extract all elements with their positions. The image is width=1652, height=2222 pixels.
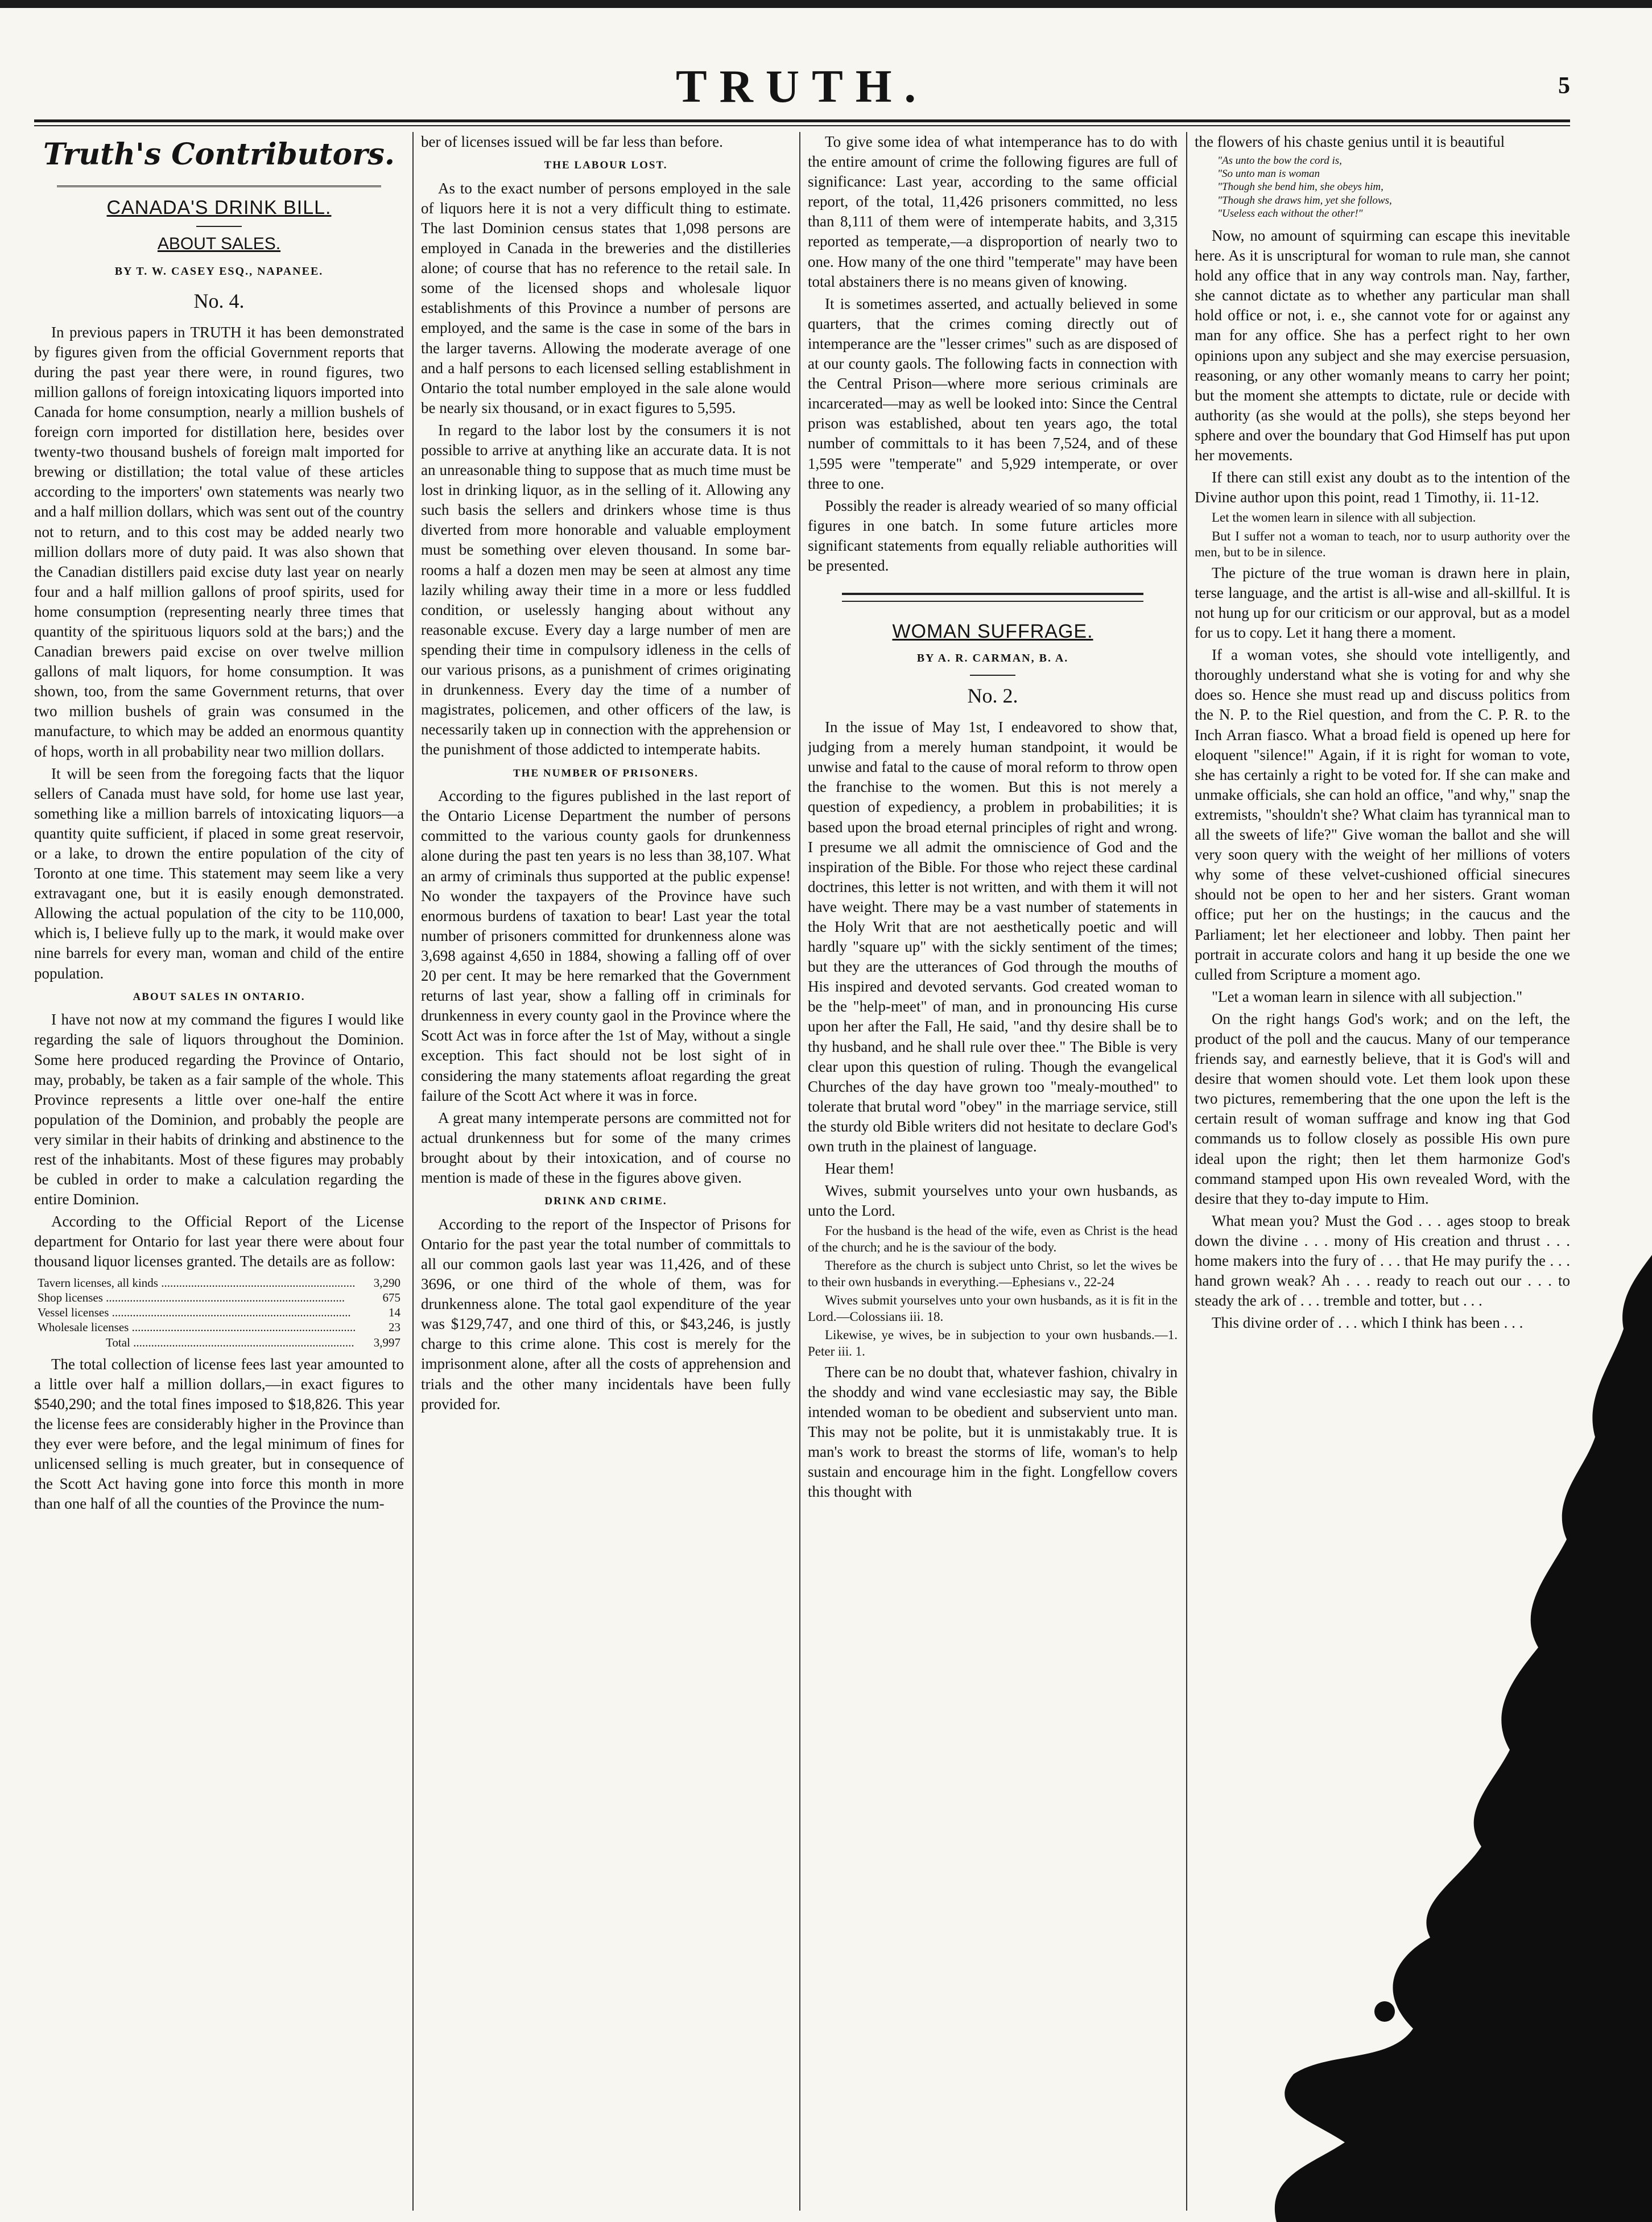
column-3 [808, 132, 1178, 2211]
paragraph: On the right hangs God's work; and on the left, the product of the poll and the caucus. Many of our temperance friends say, and earnestly believe, that it is God's will and desire that women should vote. Let them look upon these two pictures, remembering that the one upon the left is the certain result of woman suffrage and know ing that God commands us to follow closely as possible His own pure ideal upon the right; then let them harmonize God's command stamped upon His own revealed Word, with the desire that they to-day impute to Him. [1195, 1010, 1570, 1207]
paragraph: The picture of the true woman is drawn here in plain, terse language, and the artist is all-wise and all-skillful. It is not hung up for our criticism or our approval, but as a model for us to copy. Let it hang there a moment. [1195, 564, 1570, 642]
masthead-rule-thick [34, 119, 1570, 122]
section-heading: ABOUT SALES IN ONTARIO. [133, 990, 305, 1003]
paper-damage-stain [1242, 1255, 1652, 2222]
scripture-quote: Let the women learn in silence with all subjection. [1212, 510, 1476, 525]
short-rule [196, 226, 242, 227]
top-edge-band [0, 0, 1652, 8]
column-1 [34, 132, 404, 2211]
table-cell-value: 3,290 [373, 1275, 400, 1290]
column-rule [799, 132, 800, 2211]
paragraph: ber of licenses issued will be far less than before. [421, 133, 723, 150]
paragraph: It will be seen from the foregoing facts that the liquor sellers of Canada must have sold, for home use last year, something like a million barrels of intoxicating liquors—a quantity quite sufficient, if placed in some great reservoir, or a lake, to drown the entire population of the city of Toronto at one time. This statement may seem like a very extravagant one, but it is easily enough demonstrated. Allowing the actual population of the city to be 110,000, which is, I believe fully up to the mark, it would make over nine barrels for every man, woman and child of the entire population. [34, 765, 404, 982]
section-title: Truth's Contributors. [43, 137, 395, 172]
section-heading: THE NUMBER OF PRISONERS. [513, 767, 699, 779]
paragraph: Now, no amount of squirming can escape this inevitable here. As it is unscriptural for woman to rule man, she cannot hold any office that in any way controls man. Nay, farther, she cannot dictate as to whether any particular man shall hold office or not, i. e., she cannot vote for or against any man for any office. She has a perfect right to her own opinions upon any subject and she may exercise persuasion, reasoning, or any other womanly means to carry her point; but the moment she attempts to dictate, rule or decide with authority (as she would at the polls), she steps beyond her sphere and over the boundary that God Himself has put upon her movements. [1195, 226, 1570, 464]
ornamental-rule [57, 177, 381, 187]
paragraph: According to the Official Report of the License department for Ontario for last year there were about four thousand liquor licenses granted. The details are as follow: [34, 1213, 404, 1270]
article-subtitle: ABOUT SALES. [157, 234, 281, 253]
table-cell-value: 675 [382, 1290, 400, 1304]
table-total-row [38, 1335, 400, 1350]
paragraph: As to the exact number of persons employed in the sale of liquors here it is not a very difficult thing to estimate. The last Dominion census states that 1,098 persons are employed in Canada in the breweries and the distilleries alone; of course that has no reference to the retail sale. In some of the licensed shops and wholesale liquor establishments of this Province a number of persons are employed, and the same is the case in some of the bars in the larger taverns. Allowing the moderate average of one and a half persons to each licensed selling establishment in Ontario the total number employed in the sale alone would be nearly six thousand, or in exact figures to 5,595. [421, 179, 791, 416]
article-title-drink-bill: CANADA'S DRINK BILL. [106, 196, 332, 218]
table-cell-value: 23 [389, 1320, 400, 1335]
paragraph: Wives, submit yourselves unto your own husbands, as unto the Lord. [808, 1182, 1178, 1220]
table-cell-value: 14 [389, 1306, 400, 1320]
paragraph: There can be no doubt that, whatever fashion, chivalry in the shoddy and wind vane ecclesiastic may say, the Bible intended woman to be obedient and subservient unto man. This may not be polite, but it is unmistakably true. It is man's work to breast the storms of life, woman's to help sustain and encourage him in the fight. Longfellow covers this thought with [808, 1363, 1178, 1501]
article-number: No. 4. [193, 289, 245, 312]
table-total-value: 3,997 [373, 1335, 400, 1349]
paragraph: In previous papers in TRUTH it has been demonstrated by figures given from the official Government reports that during the past year there were, in round figures, two million gallons of foreign intoxicating liquors imported into Canada for home consumption, nearly a million bushels of foreign corn imported for distillation here, besides over twenty-two thousand bushels of foreign malt imported for brewing or distillation; the total value of these articles according to the importers' own statements was nearly two and a half million dollars, which was sent out of the country not to return, and to this cost may be added nearly two million dollars more of duty paid. It was also shown that the Canadian distillers paid excise duty last year on nearly four and a half million gallons of proof spirits, used for home consumption (representing nearly three times that quantity of the spirituous liquors sold at the bars;) and the Canadian brewers paid excise on over twelve million gallons of malt liquors, for home consumption. It was shown, too, from the same Government returns, that over two million bushels of grain was consumed in the manufacture, to which may be added an enormous quantity of hops, worth in all probability near two million dollars. [34, 323, 404, 760]
paragraph: Hear them! [825, 1160, 895, 1178]
table-row [38, 1290, 400, 1305]
scripture-quote: Likewise, ye wives, be in subjection to your own husbands.—1. Peter iii. 1. [808, 1328, 1178, 1358]
paragraph: the flowers of his chaste genius until it is beautiful [1195, 133, 1505, 150]
masthead-title: TRUTH. [675, 60, 929, 112]
column-rule [1186, 132, 1187, 2211]
table-row [38, 1320, 400, 1335]
section-heading: THE LABOUR LOST. [544, 159, 668, 172]
paragraph: If there can still exist any doubt as to the intention of the Divine author upon this point, read 1 Timothy, ii. 11-12. [1195, 469, 1570, 506]
verse-line: "Though she bend him, she obeys him, [1217, 181, 1383, 193]
paragraph: I have not now at my command the figures I would like regarding the sale of liquors throughout the Dominion. Some here produced regarding the Province of Ontario, may, probably, be taken as a fair sample of the whole. This Province represents a little over one-half the entire population of the Dominion, and probably the people are very similar in their habits of drinking and abstinence to the rest of the inhabitants. Most of these figures may probably be cubled in order to make a calculation regarding the entire Dominion. [34, 1011, 404, 1208]
article-title-woman-suffrage: WOMAN SUFFRAGE. [892, 621, 1093, 643]
byline: BY A. R. CARMAN, B. A. [916, 652, 1069, 665]
verse-line: "As unto the bow the cord is, [1217, 155, 1342, 167]
table-row [38, 1275, 400, 1290]
article-number: No. 2. [967, 684, 1018, 708]
paragraph: In regard to the labor lost by the consumers it is not possible to arrive at anything like an accurate data. It is not an unreasonable thing to suppose that as much time must be lost in drinking liquor, as in the selling of it. Allowing any such basis the sellers and drinkers whose time is thus diverted from more honorable and valuable employment must be something over eleven thousand. In some bar-rooms a half a dozen men may be seen at almost any time lazily whiling away their time in a more or less fuddled condition, or uselessly hanging about without any reasonable excuse. Every day a large number of men are spending their time in compulsory idleness in the cells of our various prisons, as a punishment of crimes originating in drunkenness. Every day the time of a number of magistrates, policemen, and other officers of the law, is necessarily taken up in connection with the apprehension or the punishment of those addicted to intemperate habits. [421, 421, 791, 758]
paragraph: In the issue of May 1st, I endeavored to show that, judging from a merely human standpoint, it would be unwise and fatal to the cause of moral reform to throw open the franchise to the women. But this is not merely a question of expediency, a problem in probabilities; it is based upon the broad eternal principles of right and wrong. I presume we all admit the omniscience of God and the inspiration of the Bible. For those who reject these cardinal doctrines, this letter is not written, and with them it will not have weight. There may be a vast number of statements in the Holy Writ that are not aesthetically poetic and will hardly "square up" with the sickly sentiment of the times; but they are the utterances of God through the mouths of His inspired and devoted servants. God created woman to be the "help-meet" of man, and in pronouncing His curse upon her after the Fall, He said, "and thy desire shall be to thy husband, and he shall rule over thee." The Bible is very clear upon this question of ruling. Though the evangelical Churches of the day have grown too "mealy-mouthed" to tolerate that brutal word "obey" in the marriage service, still the sturdy old Bible writers did not hesitate to declare God's own truth in the plainest of language. [808, 718, 1178, 1155]
verse-line: "Useless each without the other!" [1217, 207, 1363, 220]
paragraph: A great many intemperate persons are committed not for actual drunkenness but for some of the many crimes brought about by their intoxication, and of course no mention is made of these in the figures above given. [421, 1109, 791, 1186]
paragraph: "Let a woman learn in silence with all subjection." [1212, 988, 1523, 1005]
paragraph: According to the report of the Inspector of Prisons for Ontario for the past year the total number of committals to all our common gaols last year was 11,426, and of these 3696, or one third of the whole of them, was for drunkenness alone. The total gaol expenditure of the year was $129,747, and one third of this, or $43,246, is justly charge to this crime alone. This cost is merely for the imprisonment alone, after all the costs of apprehension and trials and the other many incidentals have been fully provided for. [421, 1215, 791, 1413]
column-2 [421, 132, 791, 2211]
paragraph: To give some idea of what intemperance has to do with the entire amount of crime the following figures are full of significance: Last year, according to the same official report, of the total, 11,426 prisoners committed, no less than 8,111 of them were of intemperate habits, and 3,315 reported as temperate,—a disproportion of nearly two to one. How many of the one third "temperate" may have been total abstainers there is no means given of knowing. [808, 133, 1178, 290]
table-cell-label: Shop licenses ..... [38, 1290, 355, 1305]
paragraph: It is sometimes asserted, and actually believed in some quarters, that the crimes coming directly out of intemperance are the "lesser crimes" such as are disposed of at our county gaols. The following facts in connection with the Central Prison—where more serious criminals are incarcerated—may as well be looked into: Since the Central prison was established, about ten years ago, the total number of committals to it has been 7,524, and of these 1,595 were "temperate" and 5,929 intemperate, or over three to one. [808, 295, 1178, 492]
paragraph: According to the figures published in the last report of the Ontario License Department the number of persons committed to the various county gaols for drunkenness alone during the past ten years is no less than 38,107. What an army of criminals thus supported at the public expense! No wonder the taxpayers of the Province have such enormous burdens of taxation to bear! Last year the total number of prisoners committed for drunkenness alone was 3,698 against 4,650 in 1884, showing a falling off of over 20 per cent. It may be here remarked that the Government returns of last year, show a falling off in criminals for drunkenness in every county gaol in the Province where the Scott Act was in force after the 1st of May, without a single exception. This fact should not be lost sight of in considering the many statements afloat regarding the great failure of the Scott Act where it was in force. [421, 787, 791, 1104]
paragraph: If a woman votes, she should vote intelligently, and thoroughly understand what she is voting for and why she does so. Hence she must read up and discuss politics from the N. P. to the Riel question, and from the C. P. R. to the Inch Arran fiasco. What a broad field is opened up here for eloquent "silence!" Again, if it is right for woman to vote, she has certainly a right to be voted for. If she can make and unmake officials, she can hold an office, "and why," snap the extremists, "shouldn't she? What claim has tyrannical man to all the sweets of life?" Give woman the ballot and she will very soon query with the weight of her millions of voters why some of these velvet-cushioned official sinecures should not be open to her and her sisters. Grant woman office; put her on the hustings; in the caucus and the Parliament; let her electioneer and lobby. Then paint her portrait in accurate colors and hang it up beside the one we culled from Scripture a moment ago. [1195, 646, 1570, 983]
verse-line: "Though she draws him, yet she follows, [1217, 194, 1392, 206]
paragraph: This divine order of . . . which I think has been . . . [1212, 1314, 1523, 1332]
table-cell-label: Tavern licenses, all kinds ..... [38, 1275, 355, 1290]
masthead-rule-thin [34, 125, 1570, 126]
scripture-quote: But I suffer not a woman to teach, nor to usurp authority over the men, but to be in silence. [1195, 528, 1570, 560]
short-rule [970, 675, 1015, 676]
scripture-quote: Wives submit yourselves unto your own husbands, as it is fit in the Lord.—Colossians iii. 18. [808, 1293, 1178, 1324]
table-total-label: Total ..... [38, 1335, 355, 1350]
masthead [34, 60, 1570, 128]
table-row [38, 1305, 400, 1320]
verse-line: "So unto man is woman [1217, 168, 1320, 180]
article-divider [842, 593, 1143, 602]
paragraph: Possibly the reader is already wearied of so many official figures in one batch. In some future articles more significant statements from equally reliable authorities will be presented. [808, 497, 1178, 574]
scripture-quote: For the husband is the head of the wife, even as Christ is the head of the church; and he is the saviour of the body. [808, 1224, 1178, 1254]
byline: BY T. W. CASEY ESQ., NAPANEE. [114, 265, 324, 278]
license-table [38, 1275, 400, 1350]
scripture-quote: Therefore as the church is subject unto Christ, so let the wives be to their own husbands in everything.—Ephesians v., 22-24 [808, 1258, 1178, 1289]
page-number: 5 [1558, 73, 1570, 99]
paragraph: What mean you? Must the God . . . ages stoop to break down the divine . . . mony of His creation and thrust . . . home makers into the fury of . . . that He may purify the . . . hand grown weak? Ah . . . ready to reach out our . . . to steady the ark of . . . tremble and totter, but . . . [1195, 1212, 1570, 1310]
column-rule [412, 132, 414, 2211]
table-cell-label: Vessel licenses ..... [38, 1305, 355, 1320]
table-cell-label: Wholesale licenses ..... [38, 1320, 355, 1335]
poem-quote [1217, 154, 1570, 220]
section-heading: DRINK AND CRIME. [544, 1195, 667, 1208]
paragraph: The total collection of license fees last year amounted to a little over half a million dollars,—in exact figures to $540,290; and the total fines imposed to $18,826. This year the license fees are considerably higher in the Province than they ever were before, and the legal minimum of fines for unlicensed selling is much greater, but in consequence of the Scott Act having gone into force this month in more than one half of all the counties of the Province the num- [34, 1355, 404, 1513]
